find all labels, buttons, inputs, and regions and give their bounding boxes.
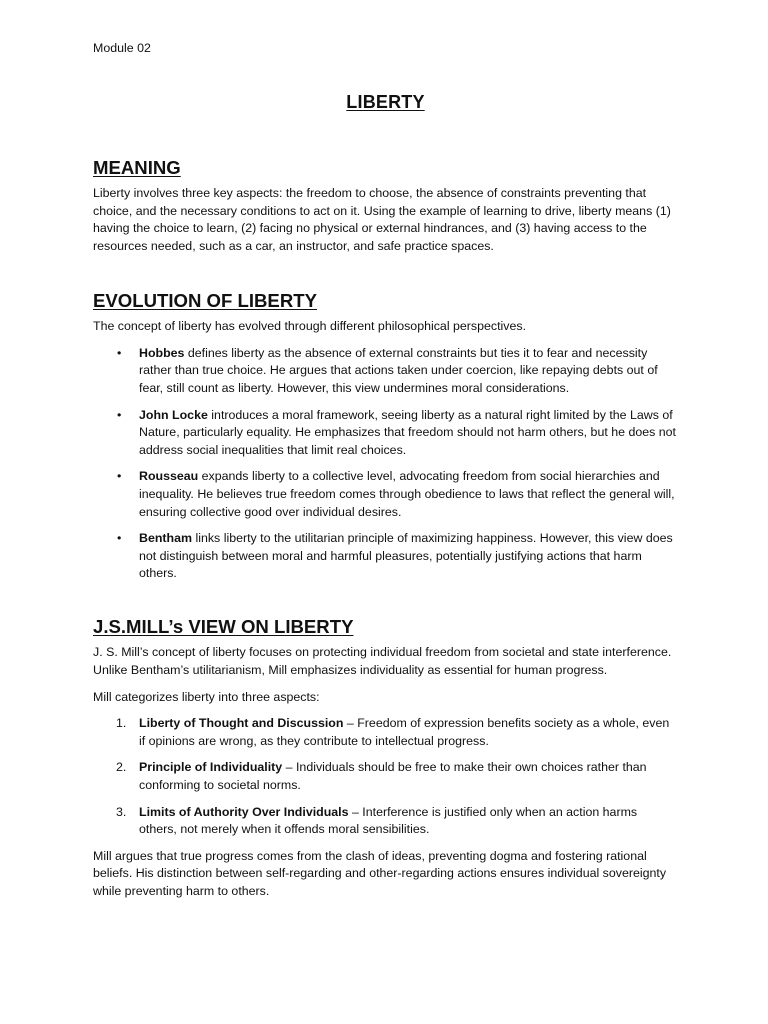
philosopher-name: Bentham bbox=[139, 531, 193, 546]
mill-closing: Mill argues that true progress comes from the clash of ideas, preventing dogma and fostering rational beliefs. His distinction between self-regarding and other-regarding actions ensures individual sovereignty while preventing harm to others. bbox=[93, 848, 667, 898]
bullet-icon: • bbox=[117, 469, 122, 484]
list-item-rousseau bbox=[117, 468, 678, 521]
list-item-text: – Interference is justified only when an action harms others, not merely when it offends moral sensibilities. bbox=[139, 804, 638, 837]
list-item-text: – Individuals should be free to make their own choices rather than conforming to societal norms. bbox=[139, 760, 647, 793]
document-page bbox=[93, 40, 678, 901]
meaning-heading: MEANING bbox=[93, 156, 181, 178]
list-item-text: introduces a moral framework, seeing liberty as a natural right limited by the Laws of Nature, particularly equality. He emphasizes that freedom should not harm others, but he does not address social inequalities that limit real choices. bbox=[139, 407, 676, 457]
philosopher-name: John Locke bbox=[139, 407, 208, 422]
mill-heading: J.S.MILL’s VIEW ON LIBERTY bbox=[93, 615, 354, 637]
bullet-icon: • bbox=[117, 345, 122, 360]
list-number: 3. bbox=[116, 804, 127, 819]
list-item-bentham bbox=[117, 530, 678, 583]
list-item-text: – Freedom of expression benefits society as a whole, even if opinions are wrong, as they contribute to intellectual progress. bbox=[139, 716, 670, 748]
list-item-thought bbox=[116, 715, 678, 750]
list-item-individuality bbox=[116, 759, 678, 794]
mill-intro: J. S. Mill’s concept of liberty focuses on protecting individual freedom from societal and state interference. Unlike Bentham’s utilitarianism, Mill emphasizes individuality as essential for human progress. bbox=[93, 645, 672, 678]
list-item-locke bbox=[117, 407, 678, 460]
aspect-name: Liberty of Thought and Discussion bbox=[139, 716, 344, 731]
bullet-icon: • bbox=[117, 407, 122, 422]
list-number: 1. bbox=[116, 716, 127, 731]
list-number: 2. bbox=[116, 760, 127, 775]
bullet-icon: • bbox=[117, 531, 122, 546]
list-item-text: defines liberty as the absence of external constraints but ties it to fear and necessity rather than true choice. He argues that actions taken under coercion, like repaying debts out of fear, still count as liberty. However, this view undermines moral considerations. bbox=[139, 345, 658, 395]
list-item-hobbes bbox=[117, 345, 678, 398]
aspect-name: Limits of Authority Over Individuals bbox=[139, 804, 349, 819]
mill-aspects-list bbox=[93, 715, 678, 839]
meaning-paragraph: Liberty involves three key aspects: the freedom to choose, the absence of constraints preventing that choice, and the necessary conditions to act on it. Using the example of learning to drive, liberty means (1) having the choice to learn, (2) facing no physical or external hindrances, and (3) having access to the resources needed, such as a car, an instructor, and safe practice spaces. bbox=[93, 186, 671, 253]
philosopher-name: Hobbes bbox=[139, 345, 185, 360]
philosopher-name: Rousseau bbox=[139, 469, 199, 484]
module-label: Module 02 bbox=[93, 41, 151, 55]
list-item-authority bbox=[116, 804, 678, 839]
aspect-name: Principle of Individuality bbox=[139, 760, 283, 775]
evolution-list bbox=[93, 345, 678, 583]
list-item-text: expands liberty to a collective level, advocating freedom from social hierarchies and inequality. He believes true freedom comes through obedience to laws that reflect the general will, ensuring collective good over individual desires. bbox=[139, 469, 675, 519]
evolution-heading: EVOLUTION OF LIBERTY bbox=[93, 289, 317, 311]
page-title: LIBERTY bbox=[346, 91, 425, 112]
evolution-intro: The concept of liberty has evolved through different philosophical perspectives. bbox=[93, 319, 527, 334]
list-item-text: links liberty to the utilitarian principle of maximizing happiness. However, this view does not distinguish between moral and harmful pleasures, potentially justifying actions that harm others. bbox=[139, 531, 673, 581]
mill-categorize: Mill categorizes liberty into three aspects: bbox=[93, 689, 320, 704]
